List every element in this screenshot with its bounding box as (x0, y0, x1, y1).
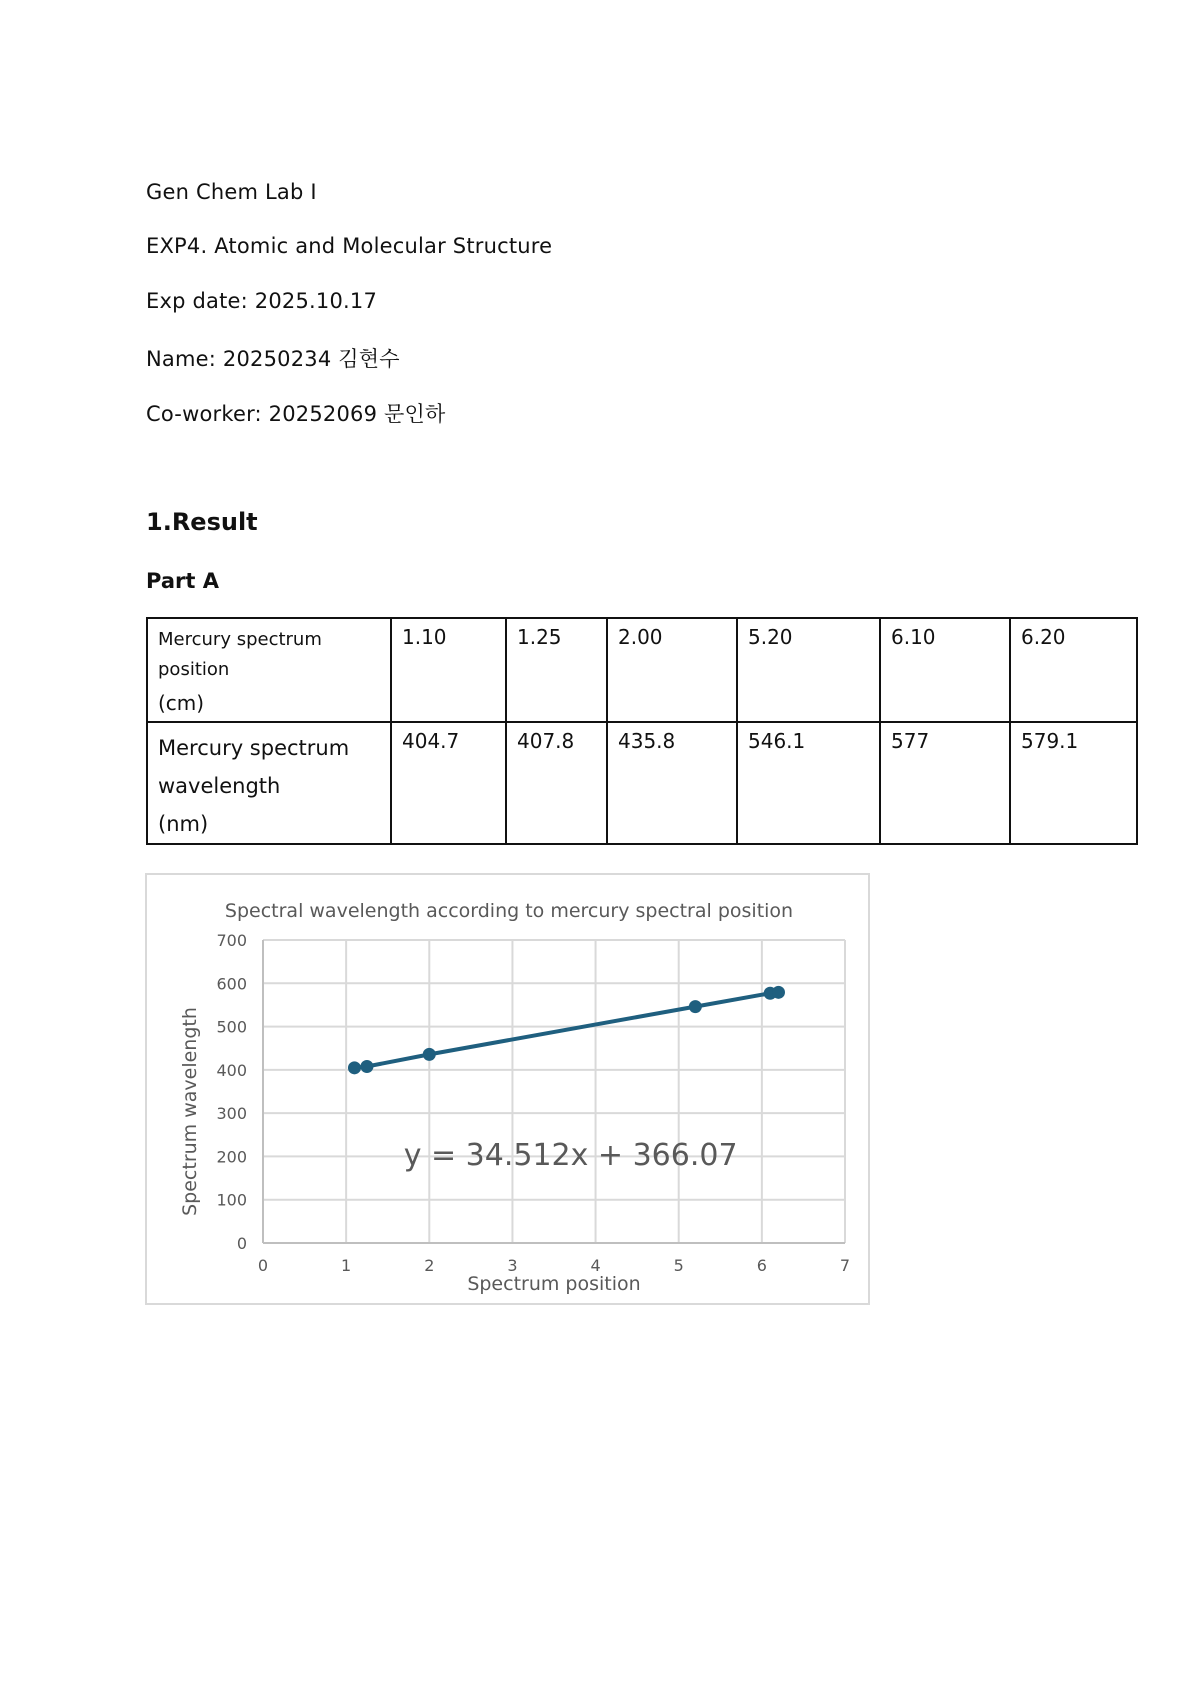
y-tick-label: 700 (216, 931, 247, 950)
table-cell: 579.1 (1010, 722, 1137, 844)
experiment-date: Exp date: 2025.10.17 (146, 289, 378, 313)
y-tick-label: 100 (216, 1190, 247, 1210)
part-title: Part A (146, 569, 219, 593)
table-row-wavelength (147, 722, 1137, 844)
table-cell: 577 (880, 722, 1010, 844)
row-label-unit: (cm) (158, 691, 205, 715)
x-axis-label: Spectrum position (467, 1273, 641, 1295)
x-tick-label: 2 (424, 1256, 435, 1275)
table-row-position (147, 618, 1137, 722)
y-axis-label: Spectrum wavelength (179, 1007, 201, 1216)
table-cell: 5.20 (737, 618, 880, 722)
experiment-title: EXP4. Atomic and Molecular Structure (146, 234, 553, 258)
y-tick-label: 600 (216, 974, 247, 994)
y-tick-label: 500 (216, 1017, 247, 1037)
chart-title: Spectral wavelength according to mercury spectral position (224, 900, 794, 922)
row-label-line: Mercury spectrum (158, 736, 350, 760)
x-tick-label: 3 (507, 1256, 518, 1275)
x-tick-label: 4 (590, 1256, 601, 1275)
y-tick-label: 200 (216, 1147, 247, 1167)
y-tick-label: 0 (236, 1234, 247, 1253)
table-cell: 435.8 (607, 722, 737, 844)
table-cell: 6.10 (880, 618, 1010, 722)
data-point (689, 1000, 702, 1013)
chart-container (145, 873, 870, 1305)
row-label-line: wavelength (158, 774, 281, 798)
x-tick-label: 7 (839, 1256, 851, 1275)
x-tick-label: 5 (673, 1256, 684, 1275)
student-name: Name: 20250234 김현수 (146, 347, 400, 371)
data-point (772, 986, 785, 999)
table-cell: 404.7 (391, 722, 506, 844)
row-label-line: position (158, 659, 230, 680)
row-label-position (147, 618, 391, 722)
y-tick-label: 300 (216, 1104, 247, 1124)
data-point (348, 1061, 361, 1074)
data-point (360, 1060, 373, 1073)
table-cell: 1.25 (506, 618, 607, 722)
row-label-wavelength (147, 722, 391, 844)
y-tick-label: 400 (216, 1060, 247, 1080)
series-line (354, 992, 778, 1067)
coworker-name: Co-worker: 20252069 문인하 (146, 402, 446, 426)
table-cell: 6.20 (1010, 618, 1137, 722)
course-title: Gen Chem Lab I (146, 180, 317, 204)
section-title: 1.Result (146, 508, 258, 536)
scatter-chart (147, 875, 872, 1307)
x-tick-label: 6 (756, 1256, 767, 1275)
data-table (146, 617, 1138, 845)
x-tick-label: 1 (341, 1256, 352, 1275)
table-cell: 407.8 (506, 722, 607, 844)
trendline-equation: y = 34.512x + 366.07 (403, 1138, 738, 1174)
row-label-line: Mercury spectrum (158, 629, 322, 650)
table-cell: 2.00 (607, 618, 737, 722)
x-tick-label: 0 (257, 1256, 269, 1275)
table-cell: 1.10 (391, 618, 506, 722)
table-cell: 546.1 (737, 722, 880, 844)
row-label-unit: (nm) (158, 812, 209, 836)
data-point (423, 1048, 436, 1061)
